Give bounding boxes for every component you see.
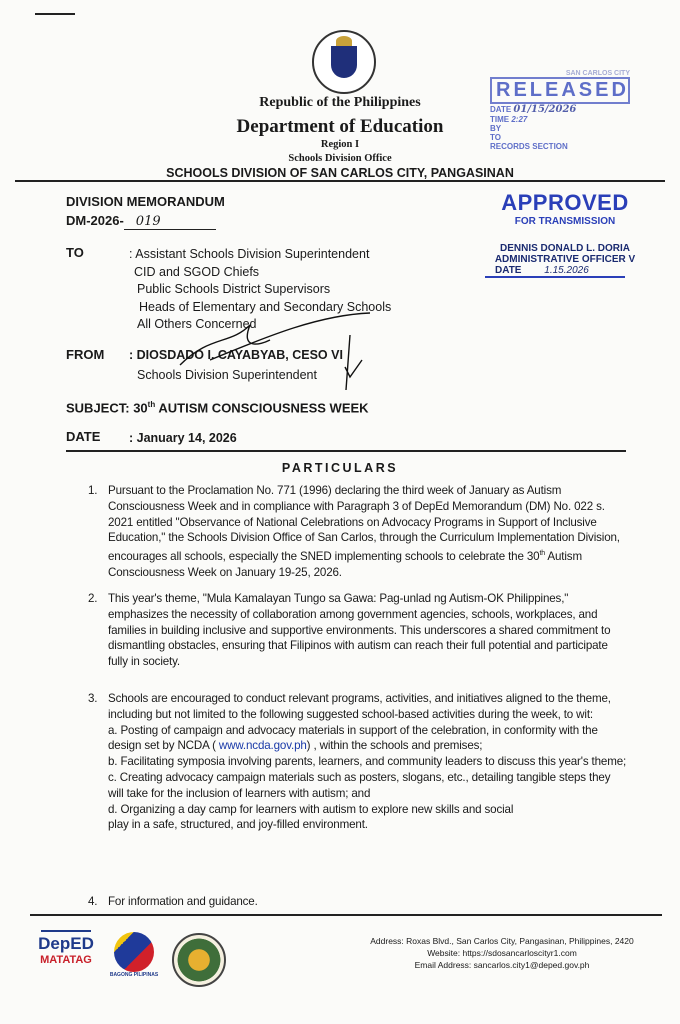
from-title: Schools Division Superintendent	[137, 368, 317, 382]
date-label: DATE	[66, 429, 101, 444]
paragraph-4: 4. For information and guidance.	[88, 895, 258, 908]
region-line: Region I	[320, 139, 360, 150]
approved-stamp: APPROVED FOR TRANSMISSION DENNIS DONALD L. DORIA ADMINISTRATIVE OFFICER V DATE 1.15.2026	[485, 190, 645, 278]
bagong-pilipinas-logo: BAGONG PILIPINAS	[108, 932, 160, 978]
to-label: TO	[66, 245, 84, 260]
footer-divider	[30, 914, 662, 916]
memo-number: DM-2026- 019	[66, 213, 216, 230]
subject-line: SUBJECT: 30th AUTISM CONSCIOUSNESS WEEK	[66, 400, 369, 416]
department-line: Department of Education	[236, 116, 444, 137]
paragraph-2: 2. This year's theme, "Mula Kamalayan Tungo sa Gawa: Pag-unlad ng Autism-OK Philippines," emphasizes the necessity of collaboration among government agencies, schools, workplaces, and families in building inclusive and supportive environments. This underscores a shared commitment to dismantling obstacles, ensuring that Filipinos with autism can reach their full potential and participate fully in society.	[88, 592, 611, 669]
deped-seal-logo	[312, 30, 376, 94]
from-label: FROM	[66, 347, 105, 362]
ncda-link[interactable]: www.ncda.gov.ph	[218, 739, 307, 753]
memo-divider	[66, 450, 626, 452]
released-stamp: SAN CARLOS CITY RELEASED DATE 01/15/2026 TIME 2:27 BY TO RECORDS SECTION	[490, 70, 630, 151]
memo-type: DIVISION MEMORANDUM	[66, 194, 225, 209]
office-line: Schools Division Office	[288, 153, 392, 164]
deped-matatag-logo: DepED MATATAG	[36, 930, 96, 966]
paragraph-1: 1. Pursuant to the Proclamation No. 771 (1996) declaring the third week of January as Autism Consciousness Week and in compliance with Paragraph 3 of DepEd Memorandum (DM) No. 022 s. 2021 entitled "Observance of National Celebrations on Advocacy Programs in Support of Inclusive Education," the Schools Division Office of San Carlos, through the Curriculum Implementation Division, encourages all schools, especially the SNED implementing schools to celebrate the 30th Autism Consciousness Week on January 19-25, 2026.	[88, 484, 620, 579]
signature	[170, 305, 370, 395]
republic-line: Republic of the Philippines	[259, 95, 421, 110]
header-divider	[15, 180, 665, 182]
particulars-heading: PARTICULARS	[281, 461, 399, 475]
paragraph-3: 3. Schools are encouraged to conduct relevant programs, activities, and initiatives aligned to the theme, including but not limited to the following suggested school-based activities during the week, to wit: a. Posting of campaign and advocacy materials in support of the celebration, in conformity with the design set by NCDA ( www.ncda.gov.ph) , within the schools and premises; b. Facilitating symposia involving parents, learners, and community leaders to discuss this year's theme; c. Creating advocacy campaign materials such as posters, slogans, etc., detailing tangible steps they will take for the inclusion of learners with autism; and d. Organizing a day camp for learners with autism to explore new skills and social play in a safe, structured, and joy-filled environment.	[88, 692, 627, 832]
memo-date: : January 14, 2026	[129, 431, 237, 445]
scan-mark	[35, 13, 75, 15]
division-line: SCHOOLS DIVISION OF SAN CARLOS CITY, PANGASINAN	[166, 166, 514, 180]
sdo-san-carlos-seal	[172, 933, 226, 987]
to-recipients: : Assistant Schools Division Superintendent CID and SGOD Chiefs Public Schools District Supervisors Heads of Elementary and Secondary Schools All Others Concerned	[129, 247, 392, 331]
footer-contact: Address: Roxas Blvd., San Carlos City, Pangasinan, Philippines, 2420 Website: https://sdosancarloscityr1.com Email Address: sancarlos.city1@deped.gov.ph	[370, 936, 634, 970]
from-name: : DIOSDADO I. CAYABYAB, CESO VI	[129, 348, 343, 362]
